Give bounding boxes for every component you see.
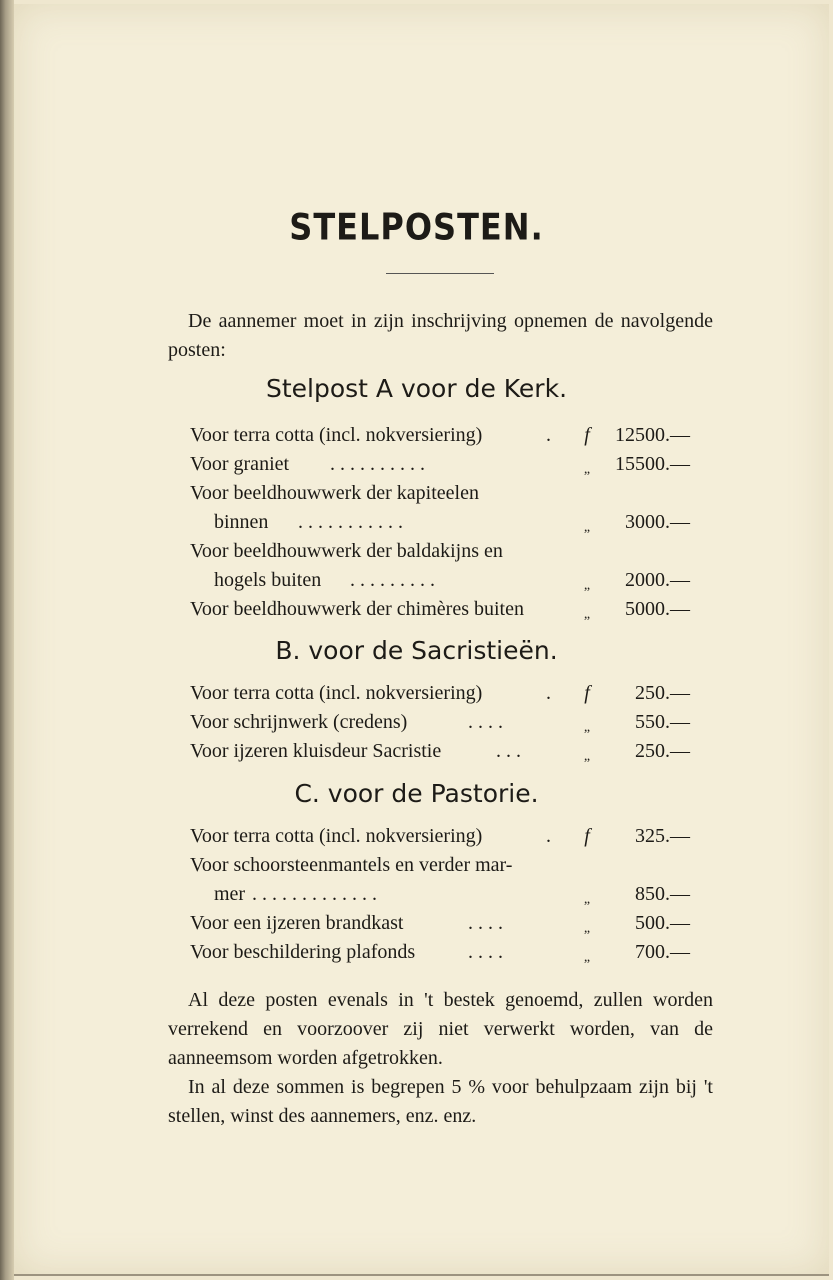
section-heading-b: B. voor de Sacristieën. — [275, 636, 558, 665]
closing-paragraph-2: In al deze sommen is begrepen 5 % voor behulpzaam zijn bij 't stellen, winst des aannemers, enz. enz. — [168, 1076, 713, 1127]
item-label: Voor beeldhouwwerk der kapiteelen — [190, 482, 479, 504]
item-amount: 500.— — [635, 912, 690, 934]
list-item — [190, 938, 690, 967]
list-item — [190, 537, 690, 566]
item-label: Voor terra cotta (incl. nokversiering) — [190, 682, 483, 704]
list-item — [190, 909, 690, 938]
leader-dots: . — [546, 424, 556, 446]
list-item — [190, 566, 690, 595]
item-label: binnen — [214, 511, 269, 533]
leader-dots: ... — [496, 740, 526, 762]
item-label: Voor terra cotta (incl. nokversiering) — [190, 424, 483, 446]
list-item — [190, 479, 690, 508]
leader-dots: .... — [468, 941, 508, 963]
item-amount: 15500.— — [615, 453, 690, 475]
list-item — [190, 822, 690, 851]
currency-mark: „ — [583, 921, 591, 936]
currency-mark: „ — [583, 950, 591, 965]
currency-mark: „ — [583, 720, 591, 735]
currency-mark: f — [584, 682, 590, 704]
leader-dots: . — [546, 825, 556, 847]
currency-mark: „ — [583, 578, 591, 593]
page-bottom-edge — [14, 1274, 829, 1276]
leader-dots: .... — [468, 711, 508, 733]
item-label: Voor ijzeren kluisdeur Sacristie — [190, 740, 442, 762]
closing-paragraph-1: Al deze posten evenals in 't bestek genoemd, zullen worden verrekend en voorzoover zij niet verwerkt worden, van de aanneemsom worden afgetrokken. — [168, 989, 713, 1069]
leader-dots: .......... — [330, 453, 430, 475]
item-label: Voor graniet — [190, 453, 290, 475]
list-item — [190, 679, 690, 708]
item-amount: 3000.— — [625, 511, 690, 533]
currency-mark: „ — [583, 892, 591, 907]
currency-mark: „ — [583, 607, 591, 622]
item-label: Voor beschildering plafonds — [190, 941, 416, 963]
item-amount: 700.— — [635, 941, 690, 963]
list-item — [190, 851, 690, 880]
item-label: Voor een ijzeren brandkast — [190, 912, 404, 934]
list-item — [190, 508, 690, 537]
leader-dots: ......... — [350, 569, 440, 591]
list-item — [190, 708, 690, 737]
item-amount: 325.— — [635, 825, 690, 847]
currency-mark: f — [584, 825, 590, 847]
item-label: Voor beeldhouwwerk der chimères buiten — [190, 598, 524, 620]
item-label: hogels buiten — [214, 569, 322, 591]
section-heading-c: C. voor de Pastorie. — [294, 779, 539, 808]
item-label: Voor schoorsteenmantels en verder mar- — [190, 854, 513, 876]
item-label: Voor beeldhouwwerk der baldakijns en — [190, 540, 503, 562]
leader-dots: .... — [468, 912, 508, 934]
leader-dots: ........... — [298, 511, 408, 533]
currency-mark: „ — [583, 749, 591, 764]
item-amount: 850.— — [635, 883, 690, 905]
title-divider — [386, 273, 494, 274]
item-amount: 12500.— — [615, 424, 690, 446]
intro-paragraph: De aannemer moet in zijn inschrijving opnemen de navolgende posten: — [168, 310, 713, 361]
item-amount: 5000.— — [625, 598, 690, 620]
currency-mark: f — [584, 424, 590, 446]
leader-dots: ............. — [252, 883, 382, 905]
currency-mark: „ — [583, 520, 591, 535]
list-item — [190, 880, 690, 909]
list-item — [190, 421, 690, 450]
item-amount: 2000.— — [625, 569, 690, 591]
item-label: Voor terra cotta (incl. nokversiering) — [190, 825, 483, 847]
list-item — [190, 737, 690, 766]
list-item — [190, 595, 690, 624]
item-label: mer — [214, 883, 246, 905]
list-item — [190, 450, 690, 479]
item-amount: 550.— — [635, 711, 690, 733]
item-label: Voor schrijnwerk (credens) — [190, 711, 408, 733]
section-heading-a: Stelpost A voor de Kerk. — [265, 374, 568, 403]
currency-mark: „ — [583, 462, 591, 477]
item-amount: 250.— — [635, 740, 690, 762]
page-title: STELPOSTEN. — [289, 205, 544, 249]
leader-dots: . — [546, 682, 556, 704]
item-amount: 250.— — [635, 682, 690, 704]
